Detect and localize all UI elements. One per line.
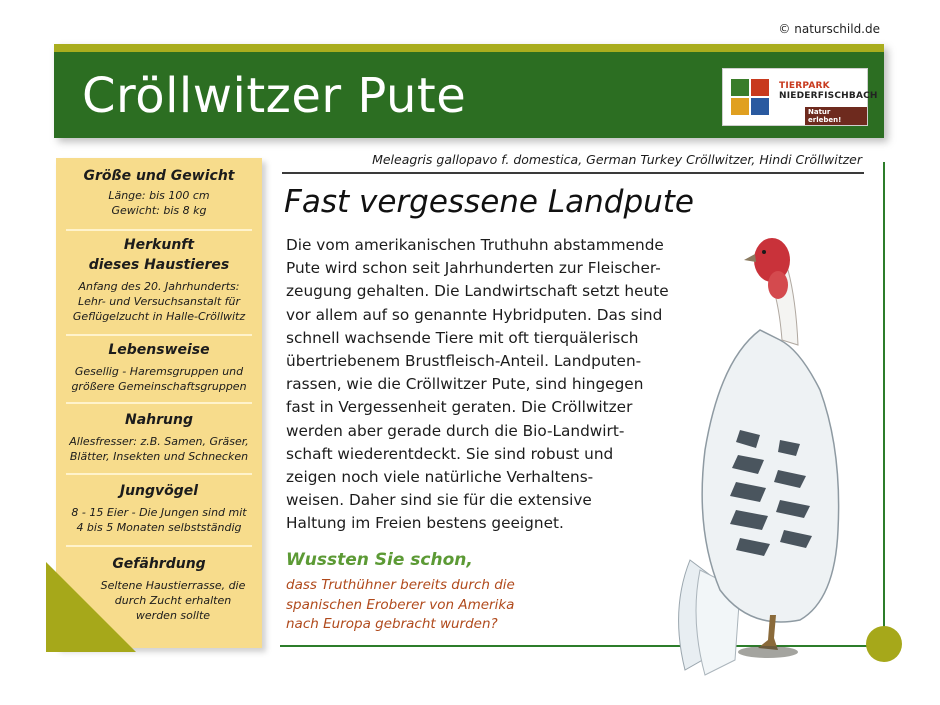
header-banner (54, 44, 884, 138)
sidebar-line: Lehr- und Versuchsanstalt für (77, 295, 241, 308)
logo-line1: TIERPARK (779, 81, 830, 91)
sidebar-section-young (56, 481, 262, 535)
sidebar-heading: Jungvögel (119, 483, 199, 499)
sidebar-text (56, 434, 262, 464)
scientific-rule (282, 172, 864, 174)
corner-triangle-decoration (46, 562, 136, 652)
sidebar-line: 4 bis 5 Monaten selbstständig (76, 521, 242, 534)
sidebar-divider (66, 334, 252, 336)
sidebar-line: Seltene Haustierrasse, die (100, 579, 246, 592)
sidebar-heading: Nahrung (125, 412, 193, 428)
main-text: Die vom amerikanischen Truthuhn abstammende Pute wird schon seit Jahrhunderten zur Fleischer- zeugung gehalten. Die Landwirtschaft setzt heute vor allem auf so genannte Hybridputen. Das sind schnell wachsende Tiere mit oft tierquälerisch übertriebenem Brustfleisch-Anteil. Landputen- rassen, wie die Cröllwitzer Pute, sind hingegen fast in Vergessenheit geraten. Die Cröllwitzer werden aber gerade durch die Bio-Landwirt- schaft wiederentdeckt. Sie sind robust und zeigen noch viele natürliche Verhaltens- weisen. Daher sind sie für die extensive Haltung im Freien bestens geeignet. (286, 236, 669, 533)
sidebar-text (56, 364, 262, 394)
main-heading: Fast vergessene Landpute (284, 184, 694, 220)
turkey-image (660, 230, 860, 680)
logo-tagline: Natur erleben! (805, 107, 867, 125)
sidebar-section-size (56, 166, 262, 218)
sidebar-line: Geflügelzucht in Halle-Cröllwitz (72, 310, 246, 323)
sidebar-section-origin (56, 235, 262, 324)
sidebar-text (56, 505, 262, 535)
sidebar-line: Länge: bis 100 cm (108, 189, 210, 202)
copyright-notice: © naturschild.de (778, 22, 880, 36)
sidebar-divider (66, 473, 252, 475)
sidebar-line: durch Zucht erhalten (114, 594, 232, 607)
frame-line-right (883, 162, 885, 630)
sidebar-heading: Herkunft dieses Haustieres (88, 237, 230, 273)
tierpark-logo[interactable] (722, 68, 878, 126)
sidebar-heading: Gefährdung (112, 556, 206, 572)
sidebar-line: Blätter, Insekten und Schnecken (69, 450, 249, 463)
sidebar-section-food (56, 410, 262, 464)
page-title: Cröllwitzer Pute (82, 68, 467, 124)
logo-tiles-icon (731, 79, 771, 117)
sidebar-line: Gewicht: bis 8 kg (111, 204, 207, 217)
sidebar-line: Allesfresser: z.B. Samen, Gräser, (69, 435, 249, 448)
sidebar-divider (66, 545, 252, 547)
sidebar-line: Anfang des 20. Jahrhunderts: (78, 280, 240, 293)
scientific-names: Meleagris gallopavo f. domestica, German Turkey Cröllwitzer, Hindi Cröllwitzer (372, 152, 862, 167)
sidebar-line: größere Gemeinschaftsgruppen (71, 380, 247, 393)
sidebar-heading: Lebensweise (108, 342, 210, 358)
logo-line2: NIEDERFISCHBACH (779, 91, 878, 101)
sidebar-section-lifestyle (56, 340, 262, 394)
sidebar-text (56, 279, 262, 324)
sidebar-divider (66, 229, 252, 231)
sidebar-line: 8 - 15 Eier - Die Jungen sind mit (71, 506, 247, 519)
fact-text: dass Truthühner bereits durch die spanischen Eroberer von Amerika nach Europa gebracht wurden? (286, 577, 515, 632)
fact-heading: Wussten Sie schon, (286, 550, 473, 570)
sidebar-line: Gesellig - Haremsgruppen und (74, 365, 244, 378)
sidebar-text (56, 188, 262, 218)
sidebar-heading: Größe und Gewicht (83, 168, 235, 184)
corner-dot-decoration (866, 626, 902, 662)
sidebar-line: werden sollte (135, 609, 211, 622)
logo-text (779, 81, 878, 101)
sidebar-divider (66, 402, 252, 404)
